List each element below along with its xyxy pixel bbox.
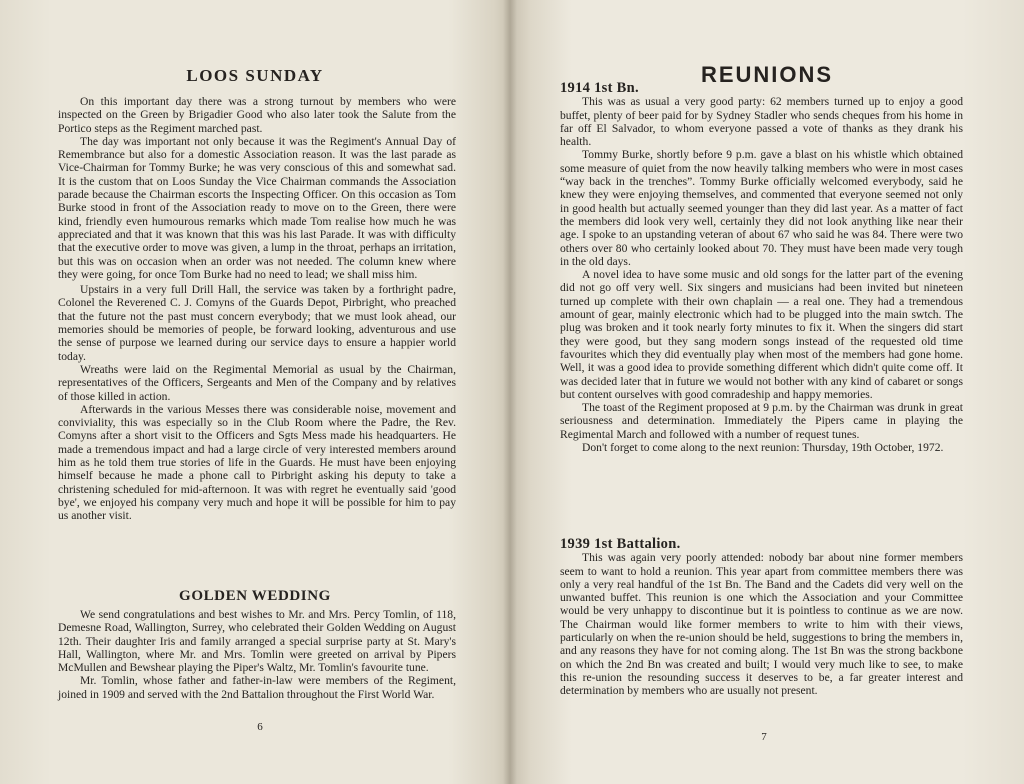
reunions-body [560, 82, 963, 454]
loos-paragraph: On this important day there was a strong turnout by members who were inspected on the Green by Brigadier Good who also later took the Salute from the Portico steps as the Regiment marched past. [58, 95, 456, 135]
reunion-1914-paragraph: Don't forget to come along to the next reunion: Thursday, 19th October, 1972. [582, 441, 944, 455]
reunion-1914-paragraph: A novel idea to have some music and old songs for the latter part of the evening did not go off very well. Six singers and musicians had been invited but nineteen turned up complete with their own chaplain — a real one. They had a tremendous amount of gear, mainly electronic which had to be plugged into the main swtch. The plug was broken and it took nearly forty minutes to fix it. When the singers did start they were good, but they sang modern songs instead of the requested old time favourites which they did eventually play when most of the members had gone home. Well, it was a good idea to provide something different which didn't quite come off. It was decided later that in future we would not bother with any kind of cabaret or songs but content ourselves with good comradeship and happy memories. [560, 268, 963, 401]
golden-paragraph: Mr. Tomlin, whose father and father-in-law were members of the Regiment, joined in 1909 and served with the 2nd Battalion throughout the First World War. [58, 674, 456, 701]
right-page [510, 0, 1024, 784]
golden-wedding-heading: GOLDEN WEDDING [179, 588, 331, 604]
reunions-heading: REUNIONS [700, 62, 834, 87]
loos-paragraph: Wreaths were laid on the Regimental Memorial as usual by the Chairman, representatives of the Officers, Sergeants and Men of the Company and by relatives of those killed in action. [58, 362, 456, 403]
book-gutter [503, 0, 517, 784]
golden-paragraph: We send congratulations and best wishes to Mr. and Mrs. Percy Tomlin, of 118, Demesne Road, Wallington, Surrey, who celebrated their Golden Wedding on August 12th. Their daughter Iris and family arranged a special surprise party at St. Mary's Hall, Wallington, where Mr. and Mrs. Tomlin were greeted on arrival by Pipers McMullen and Bewshear playing the Piper's Waltz, Mr. Tomlin's favourite tune. [58, 608, 456, 675]
reunion-1914-paragraph: This was as usual a very good party: 62 members turned up to enjoy a good buffet, plenty of beer paid for by Sydney Stadler who sends cheques from his home in far off El Salvador, to whom everyone passed a vote of thanks as they drank his health. [560, 95, 963, 149]
loos-paragraph: Upstairs in a very full Drill Hall, the service was taken by a forthright padre, Colonel the Reverened C. J. Comyns of the Guards Depot, Pirbright, who preached that the future not the past must concern everybody; that we must look ahead, our memories should be memories of people, be forward looking, adventurous and use the sense of purpose we learned during our service days to ensure a happier world today. [58, 283, 456, 363]
reunions-1939-body [560, 538, 963, 698]
left-page [0, 0, 510, 784]
page-number-right: 7 [761, 731, 767, 743]
loos-paragraph: The day was important not only because it was the Regiment's Annual Day of Remembrance but also for a domestic Association reason. It was the last parade as Vice-Chairman for Tommy Burke; he was very conscious of this and somewhat sad. It is the custom that on Loos Sunday the Vice Chairman commands the Association parade because the Chairman escorts the Inspecting Officer. On this occasion as Tom Burke stood in front of the Association ready to move on to the Green, there were kind, friendly even humourous remarks which made Tom realise how much he was appreciated and that it was known that this was his last Parade. It was with difficulty that the executive order to move was given, a lump in the throat, perhaps an irritation, but this was on occasion when an order was not needed. The column knew where they were going, for once Tom Burke had no need to lead; we shall miss him. [58, 134, 456, 281]
page-number-left: 6 [257, 721, 263, 733]
loos-sunday-heading: LOOS SUNDAY [186, 66, 324, 85]
loos-paragraph: Afterwards in the various Messes there was considerable noise, movement and conviviality, this was especially so in the Club Room where the Padre, the Rev. Comyns after a short visit to the Officers and Sgts Mess made his headquarters. He made a tremendous impact and had a large circle of very interested members around him as he told them true stories of life in the Guards. He must have been enjoying himself because he made a phone call to Pirbright asking his deputy to take a christening scheduled for mid-afternoon. It was with regret he eventually said 'good bye', we enjoyed his company very much and hope it will be possible for him to pay us another visit. [58, 402, 456, 523]
golden-wedding-body [58, 608, 456, 701]
section-1914-heading: 1914 1st Bn. [560, 80, 639, 96]
loos-sunday-body [58, 95, 456, 523]
reunion-1914-paragraph: Tommy Burke, shortly before 9 p.m. gave a blast on his whistle which obtained some measure of quiet from the now heavily talking members who were in most cases “way back in the trenches”. Tommy Burke officially welcomed everybody, said he knew they were enjoying themselves, and commented that everyone seemed not only in good health but actually seemed younger than they did last year. As a matter of fact the members did look very well, certainly they did not look anything like near their age. I spoke to an upstanding veteran of about 67 who said he was 84. There were two others over 80 who certainly looked about 70. They must have been made very tough in the old days. [560, 148, 963, 268]
section-1939-heading: 1939 1st Battalion. [560, 536, 681, 552]
reunion-1939-paragraph: This was again very poorly attended: nobody bar about nine former members seem to want to hold a reunion. This year apart from committee members there was only a very real handful of the 1st Bn. The Band and the Cadets did very well on the unwanted buffet. This reunion is one which the Association and your Committee would be very unhappy to discontinue but it is pointless to continue as we are now. The Chairman would like former members to write to him with their views, particularly on when the re-union should be held, suggestions to bring the members in, and any reasons they have for not coming along. The 1st Bn was the strong backbone on which the 2nd Bn was created and built; I would very much like to see, to make this re-union the resounding success it deserves to be, a far greater interest and determination by members who are usually not present. [560, 551, 963, 698]
reunion-1914-paragraph: The toast of the Regiment proposed at 9 p.m. by the Chairman was drunk in great seriousness and determination. Immediately the Pipers came in playing the Regimental March and followed with a number of request tunes. [560, 401, 963, 441]
